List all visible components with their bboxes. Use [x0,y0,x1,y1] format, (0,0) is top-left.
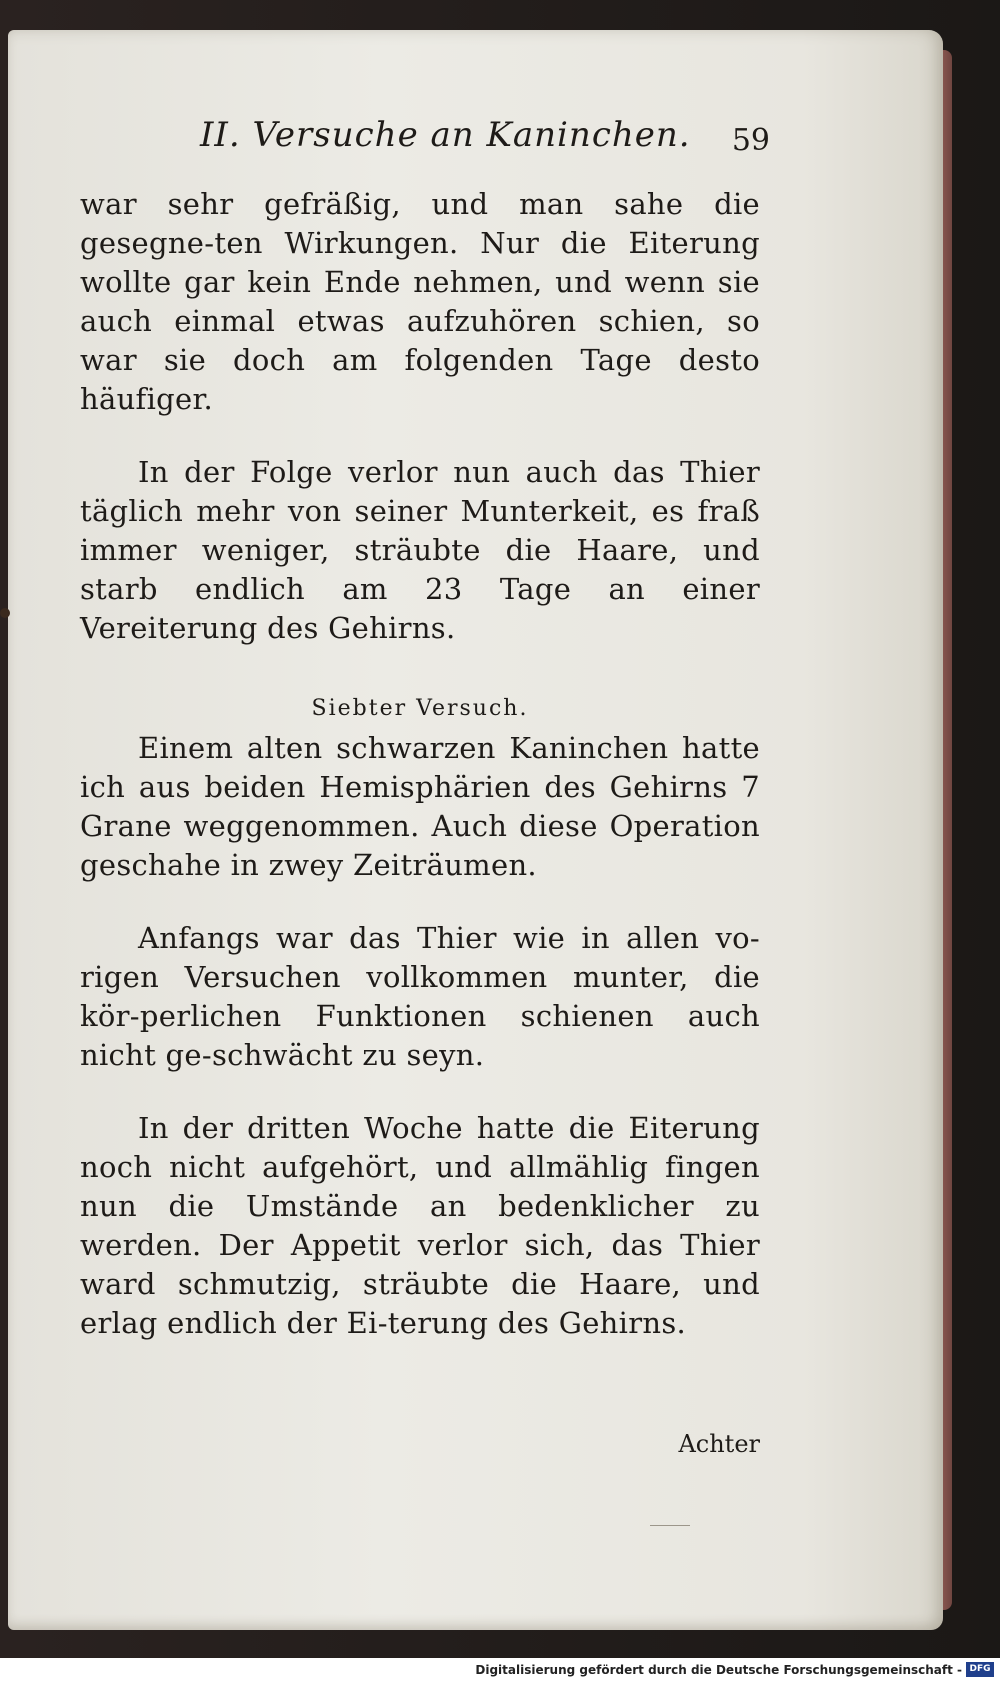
paragraph: In der Folge verlor nun auch das Thier täglich mehr von seiner Munterkeit, es fraß immer weniger, sträubte die Haare, und starb endlich am 23 Tage an einer Vereiterung des Gehirns. [80,455,760,645]
paragraph: Anfangs war das Thier wie in allen vo-rigen Versuchen vollkommen munter, die kör-perlichen Funktionen schienen auch nicht ge-schwächt zu seyn. [80,921,760,1072]
page-stain [0,608,10,618]
section-title: Siebter Versuch. [311,696,529,721]
divider-rule [650,1525,690,1526]
catchword: Achter [678,1430,760,1458]
page-number: 59 [731,123,770,158]
page-content [80,115,770,1458]
running-head: II. Versuche an Kaninchen. [200,115,691,155]
digitization-credit: Digitalisierung gefördert durch die Deutsche Forschungsgemeinschaft - [475,1663,962,1677]
paragraph: In der dritten Woche hatte die Eiterung noch nicht aufgehört, und allmählig fingen nun die Umstände an bedenklicher zu werden. Der Appetit verlor sich, das Thier ward schmutzig, sträubte die Haare, und erlag endlich der Ei-terung des Gehirns. [80,1111,760,1340]
dfg-logo: DFG [966,1662,994,1677]
paragraph-continued: war sehr gefräßig, und man sahe die gesegne-ten Wirkungen. Nur die Eiterung wollte gar kein Ende nehmen, und wenn sie auch einmal etwas aufzuhören schien, so war sie doch am folgenden Tage desto häufiger. [80,187,760,416]
paragraph: Einem alten schwarzen Kaninchen hatte ich aus beiden Hemisphärien des Gehirns 7 Grane weggenommen. Auch diese Operation geschahe in zwey Zeiträumen. [80,731,760,882]
page-header [80,115,770,185]
